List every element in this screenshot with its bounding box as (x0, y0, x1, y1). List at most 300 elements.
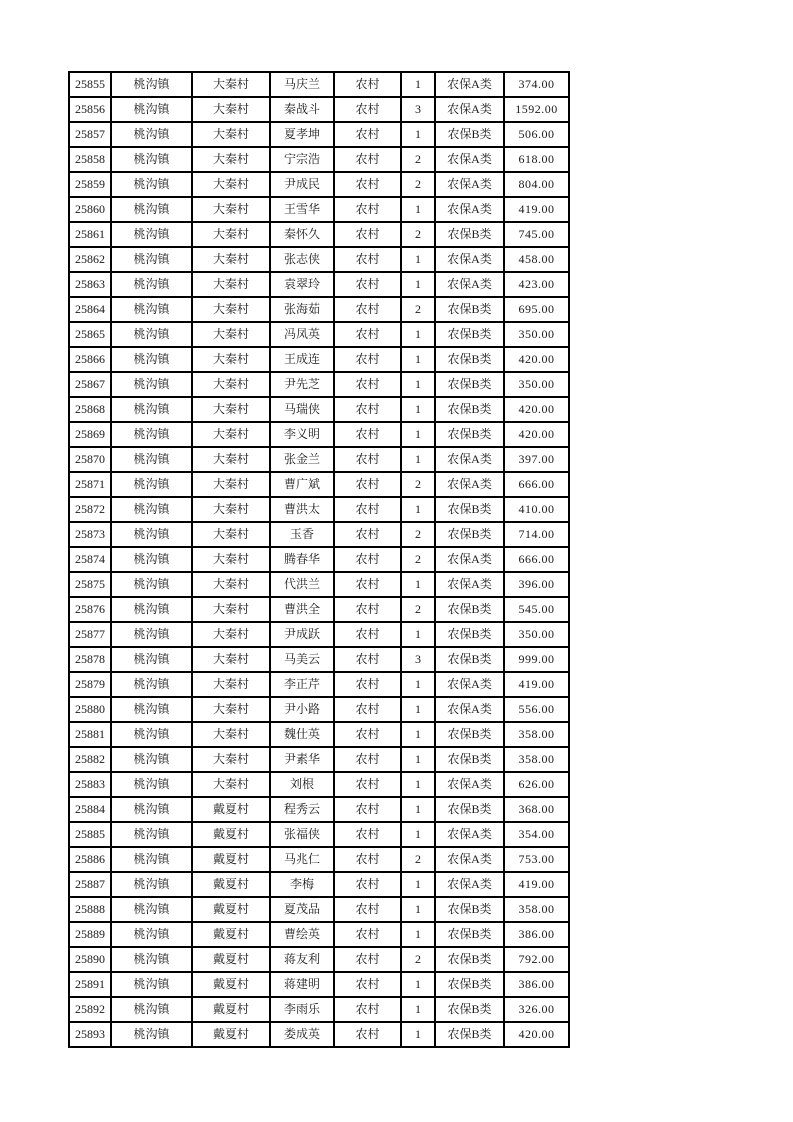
cell-amount: 999.00 (504, 647, 569, 672)
cell-town: 桃沟镇 (111, 947, 192, 972)
table-row (69, 547, 569, 572)
cell-amount: 386.00 (504, 922, 569, 947)
cell-record-id: 25875 (69, 572, 111, 597)
cell-residence-type: 农村 (334, 522, 401, 547)
cell-insurance-category: 农保B类 (435, 122, 504, 147)
cell-person-name: 魏仕英 (270, 722, 334, 747)
cell-insurance-category: 农保B类 (435, 222, 504, 247)
cell-amount: 354.00 (504, 822, 569, 847)
cell-town: 桃沟镇 (111, 997, 192, 1022)
cell-insurance-category: 农保B类 (435, 1022, 504, 1047)
cell-person-name: 张福侠 (270, 822, 334, 847)
cell-insured-count: 2 (401, 147, 435, 172)
cell-town: 桃沟镇 (111, 72, 192, 97)
cell-insured-count: 1 (401, 922, 435, 947)
cell-insured-count: 1 (401, 397, 435, 422)
cell-residence-type: 农村 (334, 197, 401, 222)
cell-insured-count: 2 (401, 522, 435, 547)
cell-record-id: 25886 (69, 847, 111, 872)
cell-record-id: 25876 (69, 597, 111, 622)
cell-amount: 618.00 (504, 147, 569, 172)
cell-town: 桃沟镇 (111, 272, 192, 297)
table-row (69, 747, 569, 772)
cell-insurance-category: 农保A类 (435, 547, 504, 572)
cell-residence-type: 农村 (334, 297, 401, 322)
cell-insurance-category: 农保B类 (435, 797, 504, 822)
cell-residence-type: 农村 (334, 322, 401, 347)
cell-person-name: 蒋友利 (270, 947, 334, 972)
cell-insurance-category: 农保B类 (435, 947, 504, 972)
cell-person-name: 李梅 (270, 872, 334, 897)
cell-residence-type: 农村 (334, 872, 401, 897)
cell-person-name: 程秀云 (270, 797, 334, 822)
cell-insurance-category: 农保A类 (435, 97, 504, 122)
cell-record-id: 25890 (69, 947, 111, 972)
table-row (69, 947, 569, 972)
table-row (69, 522, 569, 547)
cell-insured-count: 1 (401, 322, 435, 347)
cell-insurance-category: 农保A类 (435, 197, 504, 222)
table-row (69, 347, 569, 372)
table-body (69, 72, 569, 1047)
cell-record-id: 25867 (69, 372, 111, 397)
cell-person-name: 冯凤英 (270, 322, 334, 347)
cell-amount: 1592.00 (504, 97, 569, 122)
cell-village: 大秦村 (192, 372, 270, 397)
cell-person-name: 尹小路 (270, 697, 334, 722)
cell-insurance-category: 农保B类 (435, 597, 504, 622)
table-row (69, 847, 569, 872)
cell-town: 桃沟镇 (111, 297, 192, 322)
cell-amount: 666.00 (504, 547, 569, 572)
cell-amount: 358.00 (504, 747, 569, 772)
cell-record-id: 25868 (69, 397, 111, 422)
cell-amount: 420.00 (504, 1022, 569, 1047)
cell-village: 戴夏村 (192, 847, 270, 872)
cell-record-id: 25859 (69, 172, 111, 197)
cell-town: 桃沟镇 (111, 697, 192, 722)
cell-person-name: 夏孝坤 (270, 122, 334, 147)
cell-amount: 368.00 (504, 797, 569, 822)
cell-insured-count: 2 (401, 472, 435, 497)
cell-residence-type: 农村 (334, 122, 401, 147)
cell-insurance-category: 农保B类 (435, 722, 504, 747)
table-row (69, 422, 569, 447)
cell-town: 桃沟镇 (111, 772, 192, 797)
cell-person-name: 蒋建明 (270, 972, 334, 997)
cell-amount: 804.00 (504, 172, 569, 197)
cell-town: 桃沟镇 (111, 847, 192, 872)
cell-person-name: 秦战斗 (270, 97, 334, 122)
cell-town: 桃沟镇 (111, 397, 192, 422)
cell-village: 大秦村 (192, 272, 270, 297)
cell-residence-type: 农村 (334, 147, 401, 172)
cell-village: 大秦村 (192, 422, 270, 447)
cell-insurance-category: 农保B类 (435, 997, 504, 1022)
table-row (69, 272, 569, 297)
cell-record-id: 25870 (69, 447, 111, 472)
cell-town: 桃沟镇 (111, 672, 192, 697)
table-row (69, 172, 569, 197)
cell-insurance-category: 农保B类 (435, 422, 504, 447)
cell-amount: 358.00 (504, 722, 569, 747)
cell-residence-type: 农村 (334, 447, 401, 472)
cell-amount: 386.00 (504, 972, 569, 997)
cell-insured-count: 3 (401, 647, 435, 672)
cell-record-id: 25862 (69, 247, 111, 272)
table-row (69, 822, 569, 847)
cell-person-name: 宁宗浩 (270, 147, 334, 172)
table-row (69, 397, 569, 422)
cell-insured-count: 2 (401, 172, 435, 197)
cell-town: 桃沟镇 (111, 172, 192, 197)
cell-amount: 745.00 (504, 222, 569, 247)
cell-insured-count: 1 (401, 572, 435, 597)
cell-town: 桃沟镇 (111, 322, 192, 347)
cell-amount: 695.00 (504, 297, 569, 322)
cell-record-id: 25860 (69, 197, 111, 222)
cell-insurance-category: 农保A类 (435, 72, 504, 97)
cell-insurance-category: 农保A类 (435, 447, 504, 472)
cell-residence-type: 农村 (334, 722, 401, 747)
cell-record-id: 25888 (69, 897, 111, 922)
cell-insured-count: 1 (401, 697, 435, 722)
cell-residence-type: 农村 (334, 572, 401, 597)
cell-village: 大秦村 (192, 247, 270, 272)
cell-record-id: 25873 (69, 522, 111, 547)
cell-village: 大秦村 (192, 472, 270, 497)
cell-record-id: 25885 (69, 822, 111, 847)
table-row (69, 897, 569, 922)
cell-village: 大秦村 (192, 647, 270, 672)
cell-insurance-category: 农保A类 (435, 172, 504, 197)
cell-record-id: 25869 (69, 422, 111, 447)
cell-town: 桃沟镇 (111, 572, 192, 597)
cell-person-name: 娄成英 (270, 1022, 334, 1047)
cell-insured-count: 1 (401, 72, 435, 97)
cell-town: 桃沟镇 (111, 122, 192, 147)
cell-person-name: 尹先芝 (270, 372, 334, 397)
table-row (69, 997, 569, 1022)
cell-insurance-category: 农保A类 (435, 847, 504, 872)
cell-insurance-category: 农保A类 (435, 472, 504, 497)
cell-insured-count: 1 (401, 372, 435, 397)
cell-person-name: 尹成民 (270, 172, 334, 197)
cell-record-id: 25856 (69, 97, 111, 122)
cell-insured-count: 1 (401, 497, 435, 522)
cell-person-name: 张志侠 (270, 247, 334, 272)
cell-insurance-category: 农保B类 (435, 397, 504, 422)
cell-residence-type: 农村 (334, 347, 401, 372)
cell-person-name: 袁翠玲 (270, 272, 334, 297)
cell-insurance-category: 农保A类 (435, 672, 504, 697)
cell-insured-count: 1 (401, 447, 435, 472)
cell-town: 桃沟镇 (111, 547, 192, 572)
table-row (69, 797, 569, 822)
cell-amount: 396.00 (504, 572, 569, 597)
cell-amount: 419.00 (504, 872, 569, 897)
cell-residence-type: 农村 (334, 497, 401, 522)
cell-amount: 420.00 (504, 347, 569, 372)
cell-residence-type: 农村 (334, 372, 401, 397)
cell-town: 桃沟镇 (111, 622, 192, 647)
cell-residence-type: 农村 (334, 622, 401, 647)
cell-village: 大秦村 (192, 772, 270, 797)
cell-record-id: 25858 (69, 147, 111, 172)
cell-insured-count: 1 (401, 272, 435, 297)
cell-village: 大秦村 (192, 622, 270, 647)
cell-town: 桃沟镇 (111, 97, 192, 122)
cell-amount: 458.00 (504, 247, 569, 272)
cell-residence-type: 农村 (334, 72, 401, 97)
cell-insurance-category: 农保B类 (435, 522, 504, 547)
cell-person-name: 夏茂品 (270, 897, 334, 922)
cell-amount: 420.00 (504, 397, 569, 422)
cell-insured-count: 1 (401, 972, 435, 997)
cell-record-id: 25877 (69, 622, 111, 647)
table-row (69, 472, 569, 497)
cell-village: 大秦村 (192, 222, 270, 247)
cell-town: 桃沟镇 (111, 1022, 192, 1047)
cell-residence-type: 农村 (334, 272, 401, 297)
cell-residence-type: 农村 (334, 997, 401, 1022)
cell-insurance-category: 农保B类 (435, 497, 504, 522)
cell-village: 大秦村 (192, 97, 270, 122)
cell-person-name: 马瑞侠 (270, 397, 334, 422)
table-row (69, 197, 569, 222)
table-row (69, 572, 569, 597)
table-row (69, 722, 569, 747)
table-row (69, 222, 569, 247)
cell-amount: 556.00 (504, 697, 569, 722)
cell-residence-type: 农村 (334, 222, 401, 247)
cell-residence-type: 农村 (334, 797, 401, 822)
cell-village: 戴夏村 (192, 997, 270, 1022)
cell-record-id: 25889 (69, 922, 111, 947)
cell-insured-count: 1 (401, 772, 435, 797)
cell-village: 戴夏村 (192, 797, 270, 822)
cell-insurance-category: 农保B类 (435, 922, 504, 947)
cell-amount: 423.00 (504, 272, 569, 297)
cell-person-name: 李义明 (270, 422, 334, 447)
cell-record-id: 25865 (69, 322, 111, 347)
cell-insured-count: 1 (401, 822, 435, 847)
cell-insurance-category: 农保B类 (435, 897, 504, 922)
cell-village: 大秦村 (192, 672, 270, 697)
cell-village: 戴夏村 (192, 897, 270, 922)
cell-residence-type: 农村 (334, 672, 401, 697)
cell-residence-type: 农村 (334, 647, 401, 672)
table-row (69, 872, 569, 897)
cell-village: 大秦村 (192, 497, 270, 522)
cell-insured-count: 2 (401, 847, 435, 872)
table-row (69, 972, 569, 997)
cell-amount: 666.00 (504, 472, 569, 497)
cell-insured-count: 1 (401, 797, 435, 822)
cell-record-id: 25864 (69, 297, 111, 322)
cell-town: 桃沟镇 (111, 472, 192, 497)
cell-insurance-category: 农保A类 (435, 572, 504, 597)
cell-person-name: 李正芹 (270, 672, 334, 697)
cell-person-name: 曹绘英 (270, 922, 334, 947)
cell-town: 桃沟镇 (111, 822, 192, 847)
cell-insurance-category: 农保B类 (435, 322, 504, 347)
cell-record-id: 25882 (69, 747, 111, 772)
cell-insurance-category: 农保B类 (435, 622, 504, 647)
cell-amount: 545.00 (504, 597, 569, 622)
cell-residence-type: 农村 (334, 597, 401, 622)
cell-town: 桃沟镇 (111, 247, 192, 272)
cell-village: 大秦村 (192, 747, 270, 772)
cell-amount: 350.00 (504, 372, 569, 397)
cell-person-name: 刘根 (270, 772, 334, 797)
cell-town: 桃沟镇 (111, 497, 192, 522)
cell-insurance-category: 农保A类 (435, 272, 504, 297)
cell-insured-count: 1 (401, 622, 435, 647)
cell-insured-count: 1 (401, 422, 435, 447)
cell-person-name: 王雪华 (270, 197, 334, 222)
cell-record-id: 25892 (69, 997, 111, 1022)
cell-person-name: 张金兰 (270, 447, 334, 472)
table-row (69, 97, 569, 122)
cell-amount: 419.00 (504, 197, 569, 222)
table-row (69, 322, 569, 347)
cell-amount: 358.00 (504, 897, 569, 922)
table-row (69, 147, 569, 172)
cell-residence-type: 农村 (334, 847, 401, 872)
cell-person-name: 曹洪太 (270, 497, 334, 522)
table-row (69, 597, 569, 622)
cell-person-name: 腾春华 (270, 547, 334, 572)
cell-insurance-category: 农保B类 (435, 347, 504, 372)
cell-record-id: 25857 (69, 122, 111, 147)
cell-insured-count: 2 (401, 947, 435, 972)
cell-village: 大秦村 (192, 197, 270, 222)
cell-village: 大秦村 (192, 447, 270, 472)
cell-residence-type: 农村 (334, 547, 401, 572)
cell-record-id: 25863 (69, 272, 111, 297)
cell-town: 桃沟镇 (111, 372, 192, 397)
cell-amount: 792.00 (504, 947, 569, 972)
table-row (69, 647, 569, 672)
cell-village: 戴夏村 (192, 922, 270, 947)
cell-amount: 326.00 (504, 997, 569, 1022)
cell-village: 大秦村 (192, 297, 270, 322)
cell-person-name: 李雨乐 (270, 997, 334, 1022)
table-row (69, 697, 569, 722)
cell-village: 大秦村 (192, 122, 270, 147)
cell-person-name: 王成连 (270, 347, 334, 372)
cell-residence-type: 农村 (334, 747, 401, 772)
cell-insured-count: 1 (401, 347, 435, 372)
cell-insured-count: 2 (401, 222, 435, 247)
cell-record-id: 25881 (69, 722, 111, 747)
cell-town: 桃沟镇 (111, 447, 192, 472)
cell-amount: 350.00 (504, 622, 569, 647)
cell-record-id: 25884 (69, 797, 111, 822)
cell-insurance-category: 农保B类 (435, 297, 504, 322)
cell-record-id: 25883 (69, 772, 111, 797)
cell-amount: 626.00 (504, 772, 569, 797)
cell-village: 戴夏村 (192, 822, 270, 847)
cell-record-id: 25855 (69, 72, 111, 97)
cell-village: 大秦村 (192, 722, 270, 747)
cell-residence-type: 农村 (334, 472, 401, 497)
cell-residence-type: 农村 (334, 422, 401, 447)
cell-person-name: 马美云 (270, 647, 334, 672)
cell-village: 大秦村 (192, 522, 270, 547)
cell-residence-type: 农村 (334, 697, 401, 722)
cell-amount: 410.00 (504, 497, 569, 522)
cell-person-name: 张海茹 (270, 297, 334, 322)
cell-insurance-category: 农保A类 (435, 822, 504, 847)
cell-village: 大秦村 (192, 347, 270, 372)
cell-town: 桃沟镇 (111, 722, 192, 747)
cell-insurance-category: 农保B类 (435, 647, 504, 672)
cell-town: 桃沟镇 (111, 897, 192, 922)
cell-town: 桃沟镇 (111, 797, 192, 822)
cell-residence-type: 农村 (334, 772, 401, 797)
cell-amount: 374.00 (504, 72, 569, 97)
cell-amount: 397.00 (504, 447, 569, 472)
cell-insured-count: 2 (401, 597, 435, 622)
cell-insurance-category: 农保A类 (435, 147, 504, 172)
cell-record-id: 25871 (69, 472, 111, 497)
cell-town: 桃沟镇 (111, 972, 192, 997)
cell-town: 桃沟镇 (111, 197, 192, 222)
cell-insured-count: 1 (401, 872, 435, 897)
table-row (69, 497, 569, 522)
cell-insurance-category: 农保A类 (435, 697, 504, 722)
cell-town: 桃沟镇 (111, 147, 192, 172)
cell-village: 大秦村 (192, 147, 270, 172)
cell-residence-type: 农村 (334, 922, 401, 947)
cell-insurance-category: 农保A类 (435, 872, 504, 897)
cell-person-name: 曹洪全 (270, 597, 334, 622)
cell-amount: 419.00 (504, 672, 569, 697)
cell-amount: 420.00 (504, 422, 569, 447)
cell-record-id: 25891 (69, 972, 111, 997)
cell-village: 大秦村 (192, 697, 270, 722)
cell-town: 桃沟镇 (111, 347, 192, 372)
cell-village: 大秦村 (192, 172, 270, 197)
cell-village: 戴夏村 (192, 1022, 270, 1047)
cell-village: 大秦村 (192, 572, 270, 597)
cell-residence-type: 农村 (334, 97, 401, 122)
cell-town: 桃沟镇 (111, 422, 192, 447)
cell-person-name: 秦怀久 (270, 222, 334, 247)
cell-insured-count: 1 (401, 197, 435, 222)
cell-person-name: 尹成跃 (270, 622, 334, 647)
cell-village: 大秦村 (192, 322, 270, 347)
cell-village: 大秦村 (192, 547, 270, 572)
cell-insured-count: 1 (401, 672, 435, 697)
table-row (69, 297, 569, 322)
cell-town: 桃沟镇 (111, 597, 192, 622)
cell-insured-count: 2 (401, 297, 435, 322)
cell-insurance-category: 农保B类 (435, 747, 504, 772)
cell-town: 桃沟镇 (111, 872, 192, 897)
cell-residence-type: 农村 (334, 972, 401, 997)
cell-insured-count: 2 (401, 547, 435, 572)
cell-record-id: 25874 (69, 547, 111, 572)
cell-town: 桃沟镇 (111, 522, 192, 547)
cell-record-id: 25880 (69, 697, 111, 722)
cell-amount: 506.00 (504, 122, 569, 147)
cell-village: 戴夏村 (192, 872, 270, 897)
cell-insured-count: 3 (401, 97, 435, 122)
cell-village: 大秦村 (192, 397, 270, 422)
